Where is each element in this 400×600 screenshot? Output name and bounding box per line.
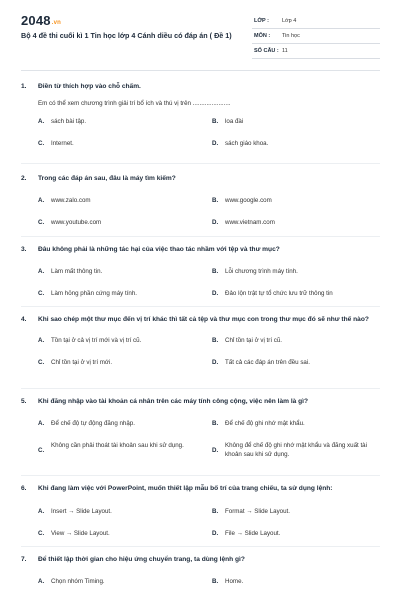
option-letter: D. [212,447,219,454]
option-text: Làm hỏng phần cứng máy tính. [51,290,138,297]
option-d[interactable] [212,139,380,148]
header-divider [21,70,380,71]
option-a[interactable] [38,196,208,205]
option-letter: D. [212,290,219,297]
options-grid [38,507,380,543]
option-text: sách giáo khoa. [225,140,269,147]
question-heading [21,245,380,255]
option-b[interactable] [212,267,380,276]
option-text: Không cần phải thoát tài khoản sau khi sử dụng. [51,442,184,449]
option-a[interactable] [38,507,208,516]
meta-row-count [252,44,380,59]
question-6 [21,484,380,543]
question-number: 4. [21,316,27,323]
question-number: 5. [21,398,27,405]
option-text: Internet. [51,140,74,147]
option-b[interactable] [212,117,380,126]
option-letter: A. [38,268,45,275]
options-grid [38,267,380,303]
question-text: Khi đăng nhập vào tài khoản cá nhân trên các máy tính công cộng, việc nên làm là gì? [38,398,309,405]
option-text: Để chế độ tự động đăng nhập. [51,420,135,427]
option-text: File → Slide Layout. [225,530,281,537]
question-divider [21,388,380,389]
meta-value: 11 [282,48,288,54]
page-title: Bộ 4 đề thi cuối kì 1 Tin học lớp 4 Cánh diều có đáp án ( Đề 1) [21,31,232,40]
option-letter: A. [38,118,45,125]
question-divider [21,546,380,547]
option-text: Làm mất thông tin. [51,268,103,275]
option-text: Đảo lộn trật tự tổ chức lưu trữ thông tin [225,290,333,297]
option-letter: A. [38,578,45,585]
meta-row-subject [252,29,380,44]
question-4 [21,315,380,372]
option-letter: B. [212,197,219,204]
question-divider [21,236,380,237]
question-divider [21,475,380,476]
option-text: www.google.com [225,197,272,204]
question-number: 1. [21,83,27,90]
option-a[interactable] [38,419,208,428]
option-d[interactable] [212,529,380,538]
option-b[interactable] [212,336,380,345]
option-c[interactable] [38,358,208,367]
question-2 [21,174,380,232]
option-text: Lỗi chương trình máy tính. [225,268,298,275]
option-letter: B. [212,420,219,427]
option-b[interactable] [212,419,380,428]
option-text: View → Slide Layout. [51,530,110,537]
meta-value: Tin học [282,33,300,39]
question-body: Em có thể xem chương trình giải trí bổ ích và thú vị trên ...................... [38,100,231,107]
question-number: 6. [21,485,27,492]
question-heading [21,174,380,184]
option-letter: C. [38,359,45,366]
question-text: Để thiết lập thời gian cho hiệu ứng chuyển trang, ta dùng lệnh gì? [38,556,245,563]
meta-key: LỚP : [254,18,269,24]
option-letter: B. [212,118,219,125]
option-letter: B. [212,337,219,344]
option-letter: C. [38,447,45,454]
option-letter: C. [38,530,45,537]
option-text: Insert → Slide Layout. [51,508,112,515]
meta-key: MÔN : [254,33,271,39]
option-text: Chỉ tồn tại ở vị trí cũ. [225,337,283,344]
option-text: www.youtube.com [51,219,102,226]
option-a[interactable] [38,267,208,276]
meta-table [252,14,380,59]
question-heading [21,82,380,92]
question-number: 7. [21,556,27,563]
option-text: loa đài [225,118,244,125]
question-heading [21,555,380,565]
options-grid [38,419,380,467]
question-heading [21,397,380,407]
option-letter: C. [38,140,45,147]
option-letter: A. [38,337,45,344]
question-5 [21,397,380,467]
question-text: Điền từ thích hợp vào chỗ chấm. [38,83,141,90]
option-text: Để chế độ ghi nhớ mật khẩu. [225,420,305,427]
logo-suffix: .vn [51,20,62,26]
question-divider [21,306,380,307]
option-text: Format → Slide Layout. [225,508,290,515]
question-heading [21,315,380,325]
question-1 [21,82,380,157]
question-text: Khi sao chép một thư mục đến vị trí khác thì tất cả tệp và thư mục con trong thư mục đó sẽ như thế nào? [38,316,369,323]
option-text: Chọn nhóm Timing. [51,578,105,585]
option-letter: B. [212,268,219,275]
meta-value: Lớp 4 [282,18,297,24]
question-number: 3. [21,246,27,253]
meta-row-class [252,14,380,29]
question-3 [21,245,380,303]
option-letter: B. [212,508,219,515]
option-text: www.zalo.com [51,197,91,204]
options-grid [38,336,380,372]
option-b[interactable] [212,577,380,586]
site-logo[interactable] [21,13,61,28]
option-text: Không để chế độ ghi nhớ mật khẩu và đăng xuất tài khoản sau khi sử dụng. [225,442,368,458]
option-c[interactable] [38,218,208,227]
option-d[interactable] [212,289,380,298]
question-text: Đâu không phải là những tác hại của việc thao tác nhầm với tệp và thư mục? [38,246,280,253]
options-grid [38,577,380,591]
option-letter: B. [212,578,219,585]
option-text: Tất cả các đáp án trên đều sai. [225,359,310,366]
option-d[interactable] [212,441,380,459]
option-text: Chỉ tồn tại ở vị trí mới. [51,359,113,366]
option-b[interactable] [212,196,380,205]
options-grid [38,196,380,232]
option-letter: C. [38,219,45,226]
option-letter: D. [212,140,219,147]
options-grid [38,117,380,157]
question-number: 2. [21,175,27,182]
option-text: sách bài tập. [51,118,87,125]
option-letter: A. [38,508,45,515]
option-text: www.vietnam.com [225,219,275,226]
option-a[interactable] [38,336,208,345]
option-c[interactable] [38,441,206,454]
page-header [0,0,400,60]
option-letter: A. [38,420,45,427]
question-divider [21,163,380,164]
option-text: Home. [225,578,244,585]
option-d[interactable] [212,218,380,227]
question-heading [21,484,380,494]
meta-key: SỐ CÂU : [254,48,279,54]
option-b[interactable] [212,507,380,516]
option-c[interactable] [38,289,208,298]
option-c[interactable] [38,529,208,538]
option-text: Tồn tại ở cả vị trí mới và vị trí cũ. [51,337,142,344]
logo-text: 2048 [21,13,51,28]
option-d[interactable] [212,358,380,367]
question-text: Trong các đáp án sau, đâu là máy tìm kiếm? [38,175,176,182]
question-7 [21,555,380,591]
option-a[interactable] [38,577,208,586]
option-c[interactable] [38,139,208,148]
option-letter: D. [212,219,219,226]
option-letter: D. [212,530,219,537]
question-text: Khi đang làm việc với PowerPoint, muốn thiết lập mẫu bố trí của trang chiếu, ta sử dụng lệnh: [38,485,333,492]
option-letter: A. [38,197,45,204]
option-a[interactable] [38,117,208,126]
option-letter: C. [38,290,45,297]
option-letter: D. [212,359,219,366]
